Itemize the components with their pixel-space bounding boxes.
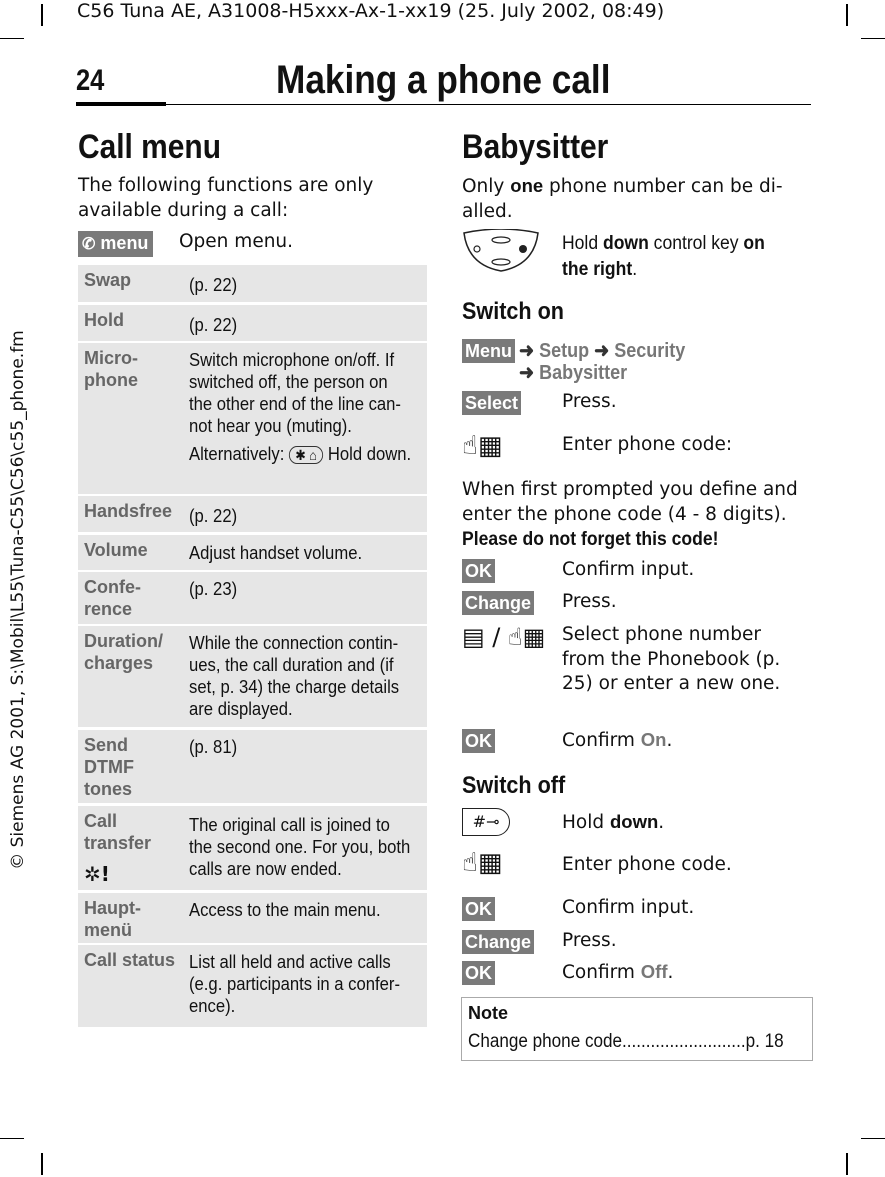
arrow-icon: ➜	[594, 340, 610, 362]
menu-row-conference: Confe-rence (p. 23)	[78, 572, 427, 624]
confirm-input-off-text: Confirm input.	[562, 897, 695, 918]
hold-down-text: Hold down.	[562, 811, 665, 833]
change-key[interactable]: Change	[462, 930, 534, 954]
code-warning: Please do not forget this code!	[462, 528, 719, 550]
confirm-on-text: Confirm On.	[562, 729, 673, 751]
menu-key[interactable]: Menu	[462, 339, 515, 363]
switch-on-heading: Switch on	[462, 298, 565, 325]
title-rule-thick	[76, 102, 166, 106]
phone-handset-icon: ✆	[82, 236, 96, 253]
call-menu-heading: Call menu	[78, 128, 221, 166]
enter-code-text: Enter phone code:	[562, 434, 733, 455]
menu-action: Open menu.	[179, 231, 294, 252]
keypad-icon: ☝▦	[462, 848, 503, 878]
ok-key[interactable]: OK	[462, 897, 495, 921]
running-header: C56 Tuna AE, A31008-H5xxx-Ax-1-xx19 (25. July 2002, 08:49)	[77, 0, 665, 22]
call-menu-intro: The following functions are only available during a call:	[78, 175, 374, 221]
switch-off-heading: Switch off	[462, 772, 566, 799]
menu-softkey[interactable]: ✆ menu	[78, 231, 153, 257]
ok-key[interactable]: OK	[462, 961, 495, 985]
press-off-text: Press.	[562, 930, 617, 951]
enter-code-off-text: Enter phone code.	[562, 854, 732, 875]
select-number-text: Select phone number from the Phonebook (p. 25) or enter a new one.	[562, 624, 781, 694]
hash-key-icon: #⊸	[462, 808, 510, 836]
change-key[interactable]: Change	[462, 591, 534, 615]
note-entry: Change phone code..........................p. 18	[468, 1031, 784, 1052]
phonebook-keypad-icon: ▤ / ☝▦	[462, 623, 546, 651]
crop-mark	[41, 1153, 43, 1175]
crop-mark	[41, 4, 43, 26]
ok-key[interactable]: OK	[462, 559, 495, 583]
keypad-icon: ☝▦	[462, 431, 503, 461]
menu-row-volume: Volume Adjust handset volume.	[78, 535, 427, 570]
crop-mark	[0, 1138, 24, 1139]
arrow-icon: ➜	[519, 362, 535, 384]
ok-key[interactable]: OK	[462, 729, 495, 753]
menu-row-duration: Duration/ charges While the connection contin-ues, the call duration and (if set, p. 34) the charge details are displayed.	[78, 626, 427, 727]
microphone-alternative: Alternatively: ✱ ⌂ Hold down.	[189, 443, 412, 464]
crop-mark	[861, 38, 885, 39]
select-key[interactable]: Select	[462, 391, 521, 415]
menu-row-swap: Swap (p. 22)	[78, 265, 427, 302]
menu-path: ➜ Setup ➜ Security ➜ Babysitter	[519, 340, 686, 384]
arrow-icon: ➜	[519, 340, 535, 362]
page-title: Making a phone call	[276, 58, 611, 102]
menu-row-call-transfer: Call transfer ✲! The original call is joined to the second one. For you, both calls are now ended.	[78, 806, 427, 890]
title-rule	[166, 104, 811, 105]
crop-mark	[861, 1138, 885, 1139]
menu-row-microphone: Micro-phone Switch microphone on/off. If switched off, the person on the other end of the line can-not hear you (muting). Alternatively: ✱ ⌂ Hold down.	[78, 343, 427, 494]
change-press-text: Press.	[562, 591, 617, 612]
hold-control-key-text: Hold down control key on the right.	[562, 232, 765, 280]
menu-row-hauptmenu: Haupt-menü Access to the main menu.	[78, 893, 427, 943]
menu-row-hold: Hold (p. 22)	[78, 305, 427, 341]
star-key-icon: ✱ ⌂	[289, 446, 323, 464]
crop-mark	[0, 38, 24, 39]
confirm-off-text: Confirm Off.	[562, 961, 674, 983]
network-service-icon: ✲!	[84, 862, 110, 886]
menu-row-handsfree: Handsfree (p. 22)	[78, 496, 427, 532]
select-press-text: Press.	[562, 391, 617, 412]
babysitter-heading: Babysitter	[462, 128, 609, 166]
confirm-input-text: Confirm input.	[562, 559, 695, 580]
control-key-icon	[462, 229, 540, 273]
copyright-sidebar: © Siemens AG 2001, S:\Mobil\L55\Tuna-C55\C56\c55_phone.fm	[8, 330, 28, 870]
code-para: When first prompted you define and enter the phone code (4 - 8 digits).	[462, 479, 798, 525]
note-title: Note	[468, 1003, 508, 1023]
page-number: 24	[76, 64, 105, 97]
note-box	[461, 997, 813, 1061]
menu-row-call-status: Call status List all held and active calls (e.g. participants in a confer-ence).	[78, 945, 427, 1027]
crop-mark	[846, 1153, 848, 1175]
babysitter-intro: Only one phone number can be di-alled.	[462, 175, 783, 222]
menu-row-dtmf: Send DTMF tones (p. 81)	[78, 730, 427, 803]
